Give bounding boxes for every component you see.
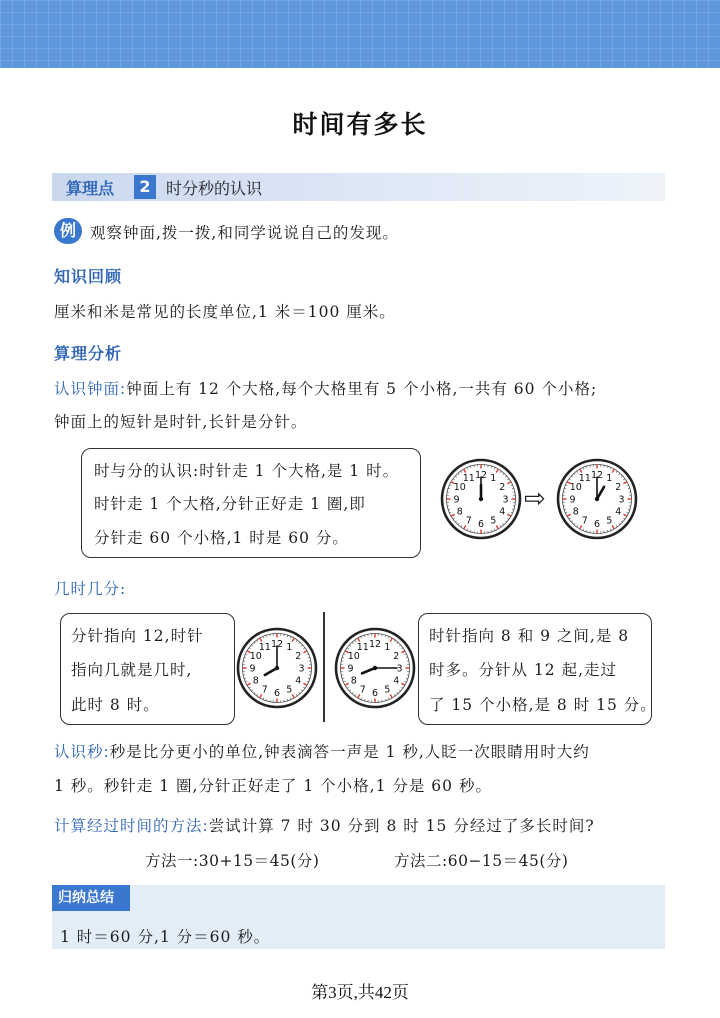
clock-numeral: 11 <box>462 473 475 485</box>
clock-center <box>275 666 279 670</box>
clock-numeral: 10 <box>453 482 466 494</box>
section-label: 算理点 <box>66 179 115 198</box>
clock-center <box>373 666 377 670</box>
clock-face-line1: 钟面上有 12 个大格,每个大格里有 5 个小格,一共有 60 个小格; <box>126 380 598 398</box>
reading-right-line3: 了 15 个小格,是 8 时 15 分。 <box>429 696 657 714</box>
clock-numeral: 10 <box>347 651 360 663</box>
clock-numeral: 12 <box>590 469 604 481</box>
clock-numeral: 6 <box>477 518 485 530</box>
clock-numeral: 5 <box>286 684 293 696</box>
clock-numeral: 6 <box>273 687 281 699</box>
clock-center <box>595 497 599 501</box>
reading-right-box <box>418 613 657 725</box>
elapsed-method1: 方法一:30+15＝45(分) <box>145 852 320 870</box>
clock-numeral: 1 <box>286 642 293 654</box>
reading-left-line1: 分针指向 12,时针 <box>71 627 204 645</box>
reading-right-line1: 时针指向 8 和 9 之间,是 8 <box>429 627 630 645</box>
clock-numeral: 2 <box>499 482 506 494</box>
section-number-badge: 2 <box>134 175 156 199</box>
clock-numeral: 5 <box>384 684 391 696</box>
clock-numeral: 5 <box>606 515 613 527</box>
hour-minute-line2: 时针走 1 个大格,分针正好走 1 圈,即 <box>94 495 366 513</box>
clock-numeral: 6 <box>371 687 379 699</box>
clock-face-line2: 钟面上的短针是时针,长针是分针。 <box>54 413 308 431</box>
reading-left-box <box>60 613 235 725</box>
clock-numeral: 3 <box>618 494 625 506</box>
reading-time-heading: 几时几分: <box>54 580 127 598</box>
clock-numeral: 2 <box>295 651 302 663</box>
summary-tag: 归纳总结 <box>52 885 130 911</box>
clock-numeral: 11 <box>258 642 271 654</box>
vertical-divider <box>323 612 325 722</box>
clock-numeral: 1 <box>490 473 497 485</box>
clock-numeral: 9 <box>249 663 256 675</box>
clock-numeral: 8 <box>252 675 259 687</box>
clock-8-15 <box>334 627 416 709</box>
clock-numeral: 12 <box>270 638 284 650</box>
clock-numeral: 1 <box>384 642 391 654</box>
clock-numeral: 9 <box>569 494 576 506</box>
clock-numeral: 4 <box>393 675 400 687</box>
clock-numeral: 8 <box>456 506 463 518</box>
clock-numeral: 1 <box>606 473 613 485</box>
clock-numeral: 3 <box>502 494 509 506</box>
clock-numeral: 2 <box>393 651 400 663</box>
clock-face-lead: 认识钟面: <box>54 380 127 398</box>
clock-numeral: 10 <box>569 482 582 494</box>
elapsed-question: 尝试计算 7 时 30 分到 8 时 15 分经过了多长时间? <box>208 817 595 835</box>
clock-numeral: 11 <box>356 642 369 654</box>
clock-1-oclock <box>556 458 638 540</box>
clock-8-oclock <box>236 627 318 709</box>
clock-center <box>479 497 483 501</box>
clock-numeral: 11 <box>578 473 591 485</box>
clock-numeral: 4 <box>295 675 302 687</box>
elapsed-lead: 计算经过时间的方法: <box>54 817 209 835</box>
page-title: 时间有多长 <box>292 110 428 139</box>
clock-numeral: 4 <box>499 506 506 518</box>
clock-numeral: 7 <box>465 515 472 527</box>
clock-numeral: 8 <box>572 506 579 518</box>
clock-numeral: 10 <box>249 651 262 663</box>
clock-numeral: 6 <box>593 518 601 530</box>
elapsed-paragraph <box>54 814 595 836</box>
hour-minute-line3: 分针走 60 个小格,1 时是 60 分。 <box>94 529 349 547</box>
clock-numeral: 12 <box>474 469 488 481</box>
example-text: 观察钟面,拨一拨,和同学说说自己的发现。 <box>90 224 399 242</box>
seconds-paragraph <box>54 740 590 762</box>
summary-text: 1 时＝60 分,1 分＝60 秒。 <box>60 928 271 946</box>
elapsed-method2: 方法二:60−15＝45(分) <box>394 852 569 870</box>
knowledge-review-heading: 知识回顾 <box>54 267 123 286</box>
top-decorative-band <box>0 0 720 68</box>
clock-numeral: 3 <box>298 663 305 675</box>
example-badge: 例 <box>54 218 82 244</box>
analysis-heading: 算理分析 <box>54 344 123 363</box>
clock-numeral: 12 <box>368 638 382 650</box>
clock-numeral: 3 <box>396 663 403 675</box>
clock-numeral: 5 <box>490 515 497 527</box>
seconds-lead: 认识秒: <box>54 743 110 761</box>
reading-right-line2: 时多。分针从 12 起,走过 <box>429 661 618 679</box>
hour-minute-line1: 时与分的认识:时针走 1 个大格,是 1 时。 <box>94 462 400 480</box>
clock-numeral: 7 <box>581 515 588 527</box>
hour-minute-box <box>81 448 421 558</box>
clock-numeral: 8 <box>350 675 357 687</box>
knowledge-review-text: 厘米和米是常见的长度单位,1 米＝100 厘米。 <box>54 303 396 321</box>
clock-face-paragraph <box>54 377 597 399</box>
seconds-line1: 秒是比分更小的单位,钟表滴答一声是 1 秒,人眨一次眼睛用时大约 <box>109 743 590 761</box>
seconds-line2: 1 秒。秒针走 1 圈,分针正好走了 1 个小格,1 分是 60 秒。 <box>54 777 492 795</box>
clock-numeral: 2 <box>615 482 622 494</box>
clock-12-oclock <box>440 458 522 540</box>
page-number: 第3页,共42页 <box>311 983 409 1002</box>
clock-numeral: 7 <box>261 684 268 696</box>
section-title: 时分秒的认识 <box>166 179 263 198</box>
arrow-icon: ⇨ <box>524 484 546 514</box>
clock-numeral: 4 <box>615 506 622 518</box>
clock-numeral: 9 <box>347 663 354 675</box>
reading-left-line2: 指向几就是几时, <box>71 661 193 679</box>
clock-numeral: 7 <box>359 684 366 696</box>
clock-numeral: 9 <box>453 494 460 506</box>
reading-left-line3: 此时 8 时。 <box>71 696 160 714</box>
